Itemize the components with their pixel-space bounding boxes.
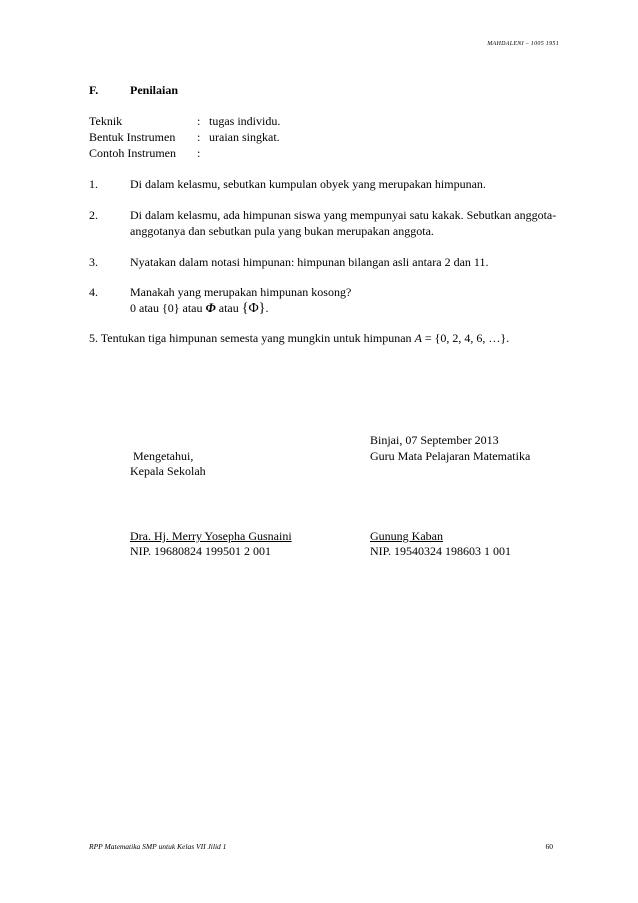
question-text-line1: Di dalam kelasmu, ada himpunan siswa yang mempunyai satu kakak. Sebutkan anggota- [130,208,557,222]
right-signatory-nip: NIP. 19540324 198603 1 001 [370,544,512,558]
meta-colon: : [197,146,201,160]
question-text: Di dalam kelasmu, sebutkan kumpulan obyek yang merupakan himpunan. [130,177,486,191]
section-title: Penilaian [130,83,179,97]
page-number: 60 [545,842,553,851]
left-signatory-nip: NIP. 19680824 199501 2 001 [130,544,272,558]
meta-label: Contoh Instrumen [89,146,176,160]
question-number: 2. [89,208,98,222]
question-options [130,301,268,316]
question-number: 3. [89,255,98,269]
meta-label: Bentuk Instrumen [89,130,176,144]
meta-colon: : [197,130,201,144]
question-text: Manakah yang merupakan himpunan kosong? [130,285,352,299]
option-end: . [265,301,269,315]
question-text: Nyatakan dalam notasi himpunan: himpunan bilangan asli antara 2 dan 11. [130,255,489,269]
running-header: MAHDALENI – 1005 1951 [487,41,559,47]
meta-colon: : [197,114,201,128]
option-text: 0 atau {0} atau [130,301,203,315]
option-text: atau [218,301,239,315]
right-signatory-name: Gunung Kaban [370,529,443,543]
meta-value: tugas individu. [209,114,281,128]
left-signatory-name: Dra. Hj. Merry Yosepha Gusnaini [130,529,292,543]
question-variable: A [414,331,422,345]
question-number: 1. [89,177,98,191]
left-sign-line2: Kepala Sekolah [130,464,206,478]
footer-book-title: RPP Matematika SMP untuk Kelas VII Jilid 1 [89,842,227,851]
question-text-prefix: 5. Tentukan tiga himpunan semesta yang mungkin untuk himpunan [89,331,415,345]
meta-value: uraian singkat. [209,130,280,144]
question-text-suffix: = {0, 2, 4, 6, …}. [421,331,510,345]
question-text-line2: anggotanya dan sebutkan pula yang bukan merupakan anggota. [130,224,434,238]
meta-label: Teknik [89,114,123,128]
place-date: Binjai, 07 September 2013 [370,433,499,447]
right-sign-role: Guru Mata Pelajaran Matematika [370,449,531,463]
brace-phi-symbol: {Φ} [241,301,266,316]
question-5 [89,332,509,344]
section-number: F. [89,83,99,97]
question-number: 4. [89,285,98,299]
left-sign-line1: Mengetahui, [133,449,194,463]
phi-symbol: Φ [205,300,216,315]
